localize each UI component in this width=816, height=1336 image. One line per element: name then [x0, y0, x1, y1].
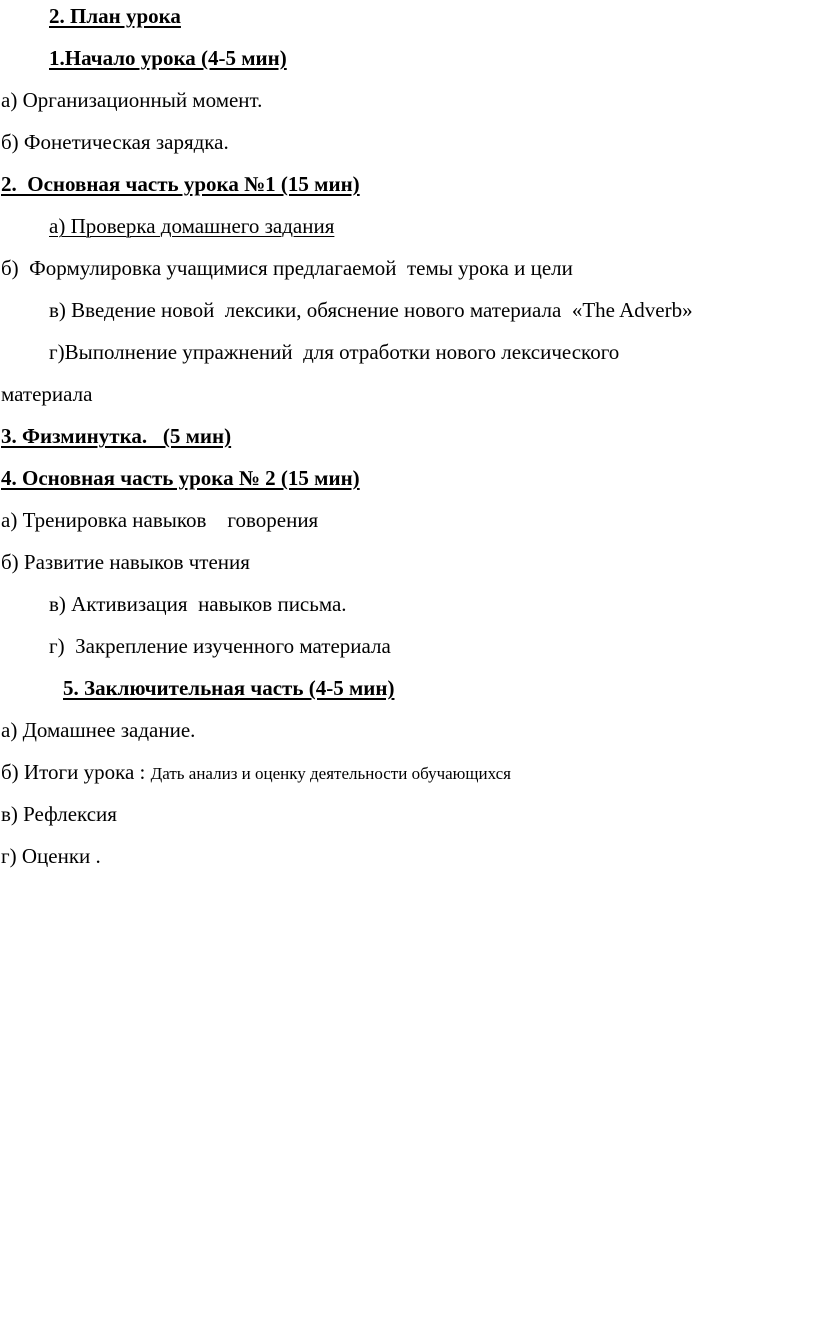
section4-item-d: г) Закрепление изученного материала — [49, 634, 391, 658]
section2-item-b: б) Формулировка учащимися предлагаемой темы урока и цели — [1, 256, 573, 280]
plan-title: 2. План урока — [49, 4, 181, 28]
section2-item-a: а) Проверка домашнего задания — [49, 214, 335, 238]
section4-item-c: в) Активизация навыков письма. — [49, 592, 347, 616]
section2-item-d-continued: материала — [1, 382, 93, 406]
section3-heading: 3. Физминутка. (5 мин) — [1, 424, 232, 448]
section5-item-b-label: б) Итоги урока : — [1, 760, 151, 784]
section1-heading: 1.Начало урока (4-5 мин) — [49, 46, 287, 70]
section2-item-d: г)Выполнение упражнений для отработки нового лексического — [49, 340, 620, 364]
section5-item-a: а) Домашнее задание. — [1, 718, 196, 742]
section4-item-b: б) Развитие навыков чтения — [1, 550, 250, 574]
section4-heading: 4. Основная часть урока № 2 (15 мин) — [1, 466, 360, 490]
section5-heading: 5. Заключительная часть (4-5 мин) — [63, 676, 395, 700]
section5-item-b-note: Дать анализ и оценку деятельности обучающихся — [150, 764, 511, 783]
section4-item-a: а) Тренировка навыков говорения — [1, 508, 319, 532]
section5-item-d: г) Оценки . — [1, 844, 101, 868]
section1-item-b: б) Фонетическая зарядка. — [1, 130, 229, 154]
section1-item-a: а) Организационный момент. — [1, 88, 263, 112]
section5-item-b — [1, 759, 511, 787]
section5-item-c: в) Рефлексия — [1, 802, 117, 826]
section2-heading: 2. Основная часть урока №1 (15 мин) — [1, 172, 360, 196]
section2-item-c: в) Введение новой лексики, обяснение нового материала «The Adverb» — [49, 298, 693, 322]
